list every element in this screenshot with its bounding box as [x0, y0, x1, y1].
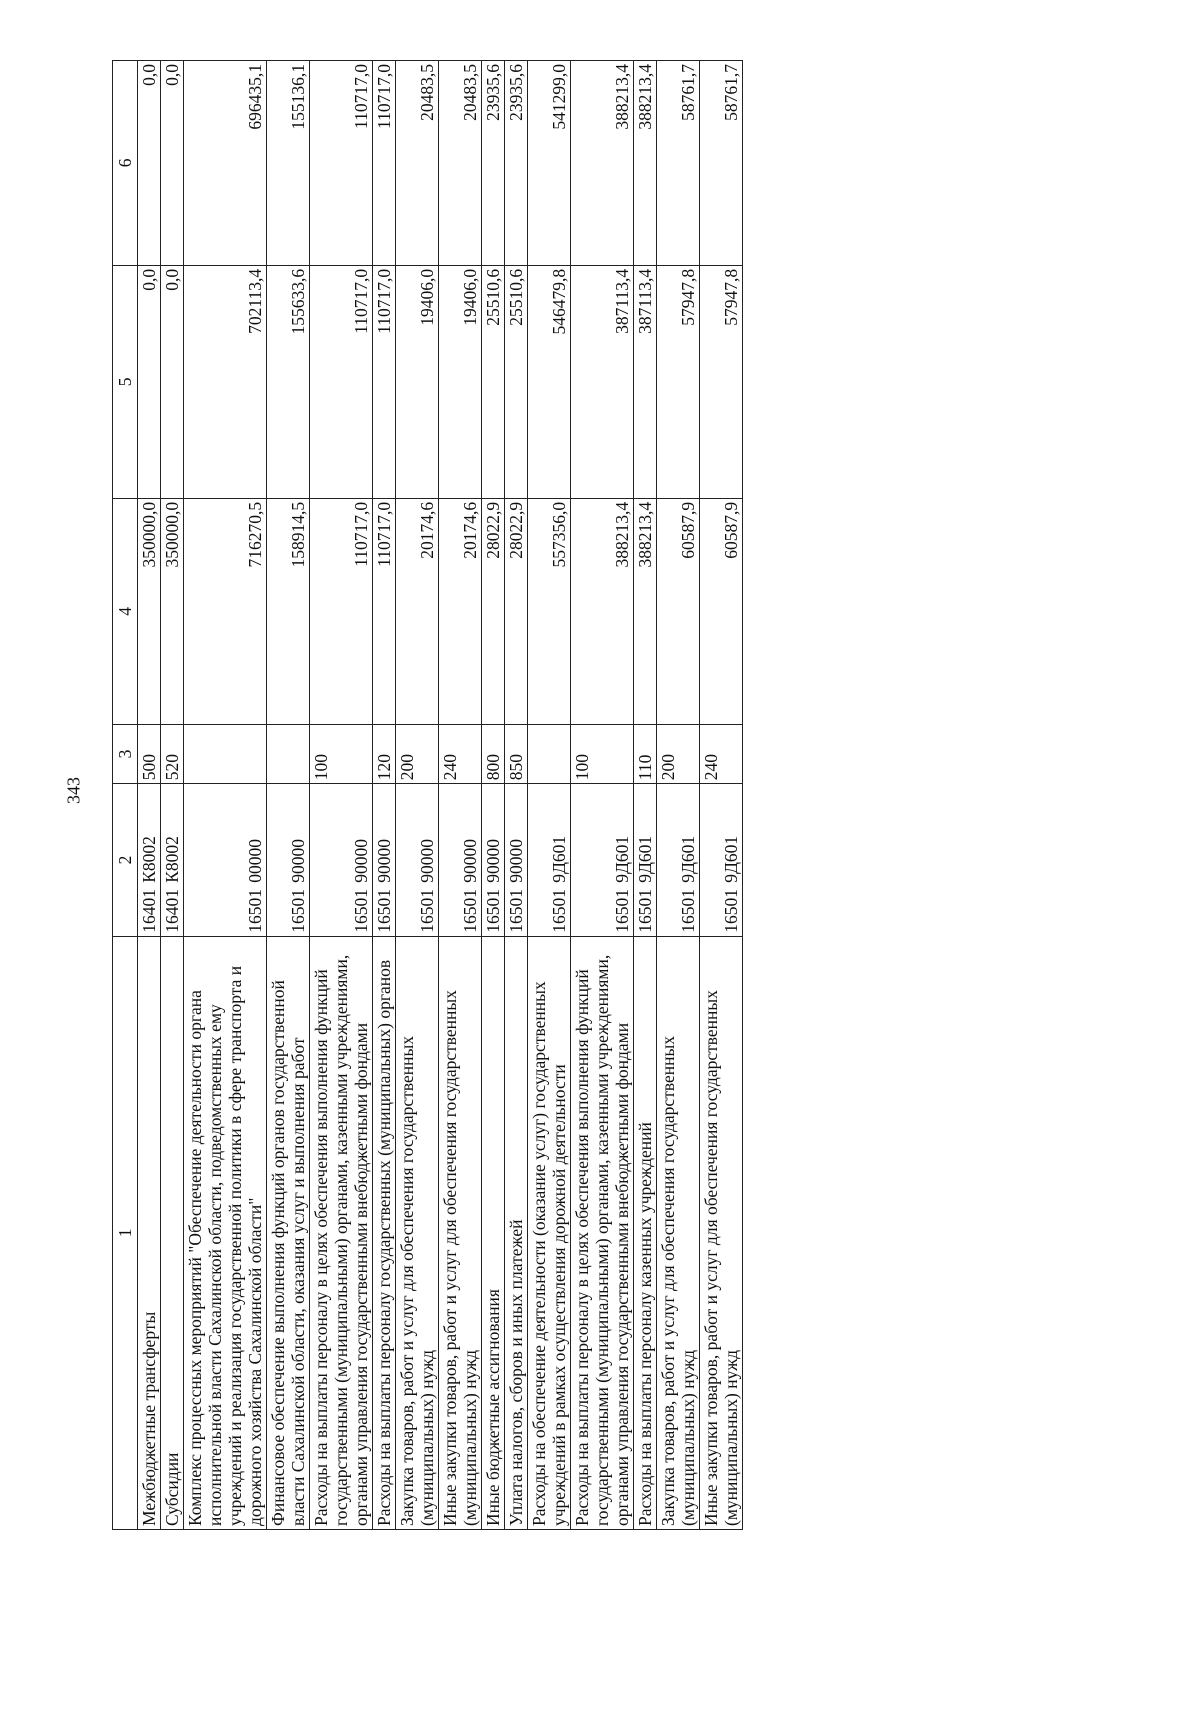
row-value-col6-cell: 0,0	[138, 61, 161, 266]
program-code: 16501	[374, 889, 394, 933]
row-value-col4-cell: 60587,9	[657, 498, 700, 724]
program-code: 16501	[417, 889, 437, 933]
direction-code: 9Д601	[678, 835, 698, 883]
row-value-col6-cell: 110717,0	[373, 61, 396, 266]
row-value-col4-cell: 350000,0	[161, 498, 184, 724]
row-value-col6-cell: 110717,0	[310, 61, 373, 266]
row-code-cell	[657, 784, 700, 937]
direction-code: 9Д601	[612, 835, 632, 883]
row-code-cell	[439, 784, 482, 937]
row-expense-type-cell: 120	[373, 724, 396, 783]
row-name-cell: Уплата налогов, сборов и иных платежей	[505, 936, 528, 1529]
row-code-cell	[634, 784, 657, 937]
direction-code: 90000	[460, 839, 480, 883]
row-value-col6-cell: 388213,4	[571, 61, 634, 266]
table-row	[571, 61, 634, 1530]
row-name-cell: Иные закупки товаров, работ и услуг для обеспечения государственных (муниципальных) нужд	[700, 936, 743, 1529]
table-row	[657, 61, 700, 1530]
row-value-col4-cell: 350000,0	[138, 498, 161, 724]
header-col-1: 1	[113, 936, 138, 1529]
row-value-col5-cell: 702113,4	[184, 265, 267, 498]
table-row	[396, 61, 439, 1530]
row-value-col6-cell: 23935,6	[505, 61, 528, 266]
row-value-col4-cell: 388213,4	[571, 498, 634, 724]
program-code: 16401	[139, 889, 159, 933]
table-row	[528, 61, 571, 1530]
table-row	[505, 61, 528, 1530]
row-expense-type-cell: 100	[310, 724, 373, 783]
row-name-cell: Закупка товаров, работ и услуг для обеспечения государственных (муниципальных) нужд	[396, 936, 439, 1529]
table-row	[439, 61, 482, 1530]
program-code: 16501	[635, 889, 655, 933]
header-col-2: 2	[113, 784, 138, 937]
direction-code: 90000	[351, 839, 371, 883]
program-code: 16501	[483, 889, 503, 933]
direction-code: 90000	[417, 839, 437, 883]
table-body	[138, 61, 743, 1530]
row-code-cell	[396, 784, 439, 937]
row-value-col4-cell: 60587,9	[700, 498, 743, 724]
row-code-cell	[571, 784, 634, 937]
row-value-col5-cell: 387113,4	[571, 265, 634, 498]
program-code: 16501	[721, 889, 741, 933]
row-value-col4-cell: 20174,6	[439, 498, 482, 724]
row-expense-type-cell: 520	[161, 724, 184, 783]
row-code-cell	[310, 784, 373, 937]
table-row	[373, 61, 396, 1530]
row-value-col4-cell: 158914,5	[267, 498, 310, 724]
table-row	[138, 61, 161, 1530]
row-value-col5-cell: 25510,6	[482, 265, 505, 498]
row-value-col5-cell: 25510,6	[505, 265, 528, 498]
header-col-3: 3	[113, 724, 138, 783]
row-expense-type-cell: 240	[439, 724, 482, 783]
row-code-cell	[373, 784, 396, 937]
row-value-col6-cell: 23935,6	[482, 61, 505, 266]
program-code: 16401	[162, 889, 182, 933]
row-name-cell: Иные закупки товаров, работ и услуг для обеспечения государственных (муниципальных) нужд	[439, 936, 482, 1529]
row-value-col6-cell: 155136,1	[267, 61, 310, 266]
table-row	[700, 61, 743, 1530]
direction-code: 90000	[483, 839, 503, 883]
row-code-cell	[505, 784, 528, 937]
table-row	[161, 61, 184, 1530]
row-value-col6-cell: 58761,7	[700, 61, 743, 266]
row-expense-type-cell: 240	[700, 724, 743, 783]
row-value-col5-cell: 155633,6	[267, 265, 310, 498]
row-value-col6-cell: 20483,5	[396, 61, 439, 266]
row-name-cell: Финансовое обеспечение выполнения функций органов государственной власти Сахалинской области, оказания услуг и выполнения работ	[267, 936, 310, 1529]
row-name-cell: Закупка товаров, работ и услуг для обеспечения государственных (муниципальных) нужд	[657, 936, 700, 1529]
row-code-cell	[482, 784, 505, 937]
row-expense-type-cell: 110	[634, 724, 657, 783]
program-code: 16501	[245, 889, 265, 933]
row-value-col5-cell: 546479,8	[528, 265, 571, 498]
direction-code: 9Д601	[721, 835, 741, 883]
row-value-col4-cell: 28022,9	[505, 498, 528, 724]
direction-code: 90000	[288, 839, 308, 883]
row-code-cell	[161, 784, 184, 937]
row-value-col4-cell: 388213,4	[634, 498, 657, 724]
row-value-col5-cell: 19406,0	[396, 265, 439, 498]
row-value-col5-cell: 387113,4	[634, 265, 657, 498]
program-code: 16501	[288, 889, 308, 933]
program-code: 16501	[460, 889, 480, 933]
direction-code: 90000	[506, 839, 526, 883]
table-row	[267, 61, 310, 1530]
row-value-col6-cell: 20483,5	[439, 61, 482, 266]
program-code: 16501	[549, 889, 569, 933]
header-row	[113, 61, 138, 1530]
row-expense-type-cell: 200	[657, 724, 700, 783]
row-value-col4-cell: 716270,5	[184, 498, 267, 724]
row-value-col6-cell: 58761,7	[657, 61, 700, 266]
row-name-cell: Расходы на выплаты персоналу казенных учреждений	[634, 936, 657, 1529]
row-code-cell	[138, 784, 161, 937]
row-value-col6-cell: 696435,1	[184, 61, 267, 266]
direction-code: 9Д601	[635, 835, 655, 883]
page-number: 343	[63, 777, 84, 804]
row-name-cell: Субсидии	[161, 936, 184, 1529]
row-value-col5-cell: 19406,0	[439, 265, 482, 498]
row-expense-type-cell	[267, 724, 310, 783]
direction-code: К8002	[139, 836, 159, 883]
row-code-cell	[267, 784, 310, 937]
row-value-col6-cell: 388213,4	[634, 61, 657, 266]
row-value-col6-cell: 541299,0	[528, 61, 571, 266]
table-row	[482, 61, 505, 1530]
row-value-col5-cell: 110717,0	[310, 265, 373, 498]
row-code-cell	[528, 784, 571, 937]
row-name-cell: Расходы на обеспечение деятельности (оказание услуг) государственных учреждений в рамках осуществления дорожной деятельности	[528, 936, 571, 1529]
row-value-col5-cell: 57947,8	[657, 265, 700, 498]
row-name-cell: Расходы на выплаты персоналу государственных (муниципальных) органов	[373, 936, 396, 1529]
direction-code: К8002	[162, 836, 182, 883]
row-expense-type-cell: 850	[505, 724, 528, 783]
row-value-col4-cell: 20174,6	[396, 498, 439, 724]
direction-code: 00000	[245, 839, 265, 883]
direction-code: 90000	[374, 839, 394, 883]
row-value-col4-cell: 557356,0	[528, 498, 571, 724]
row-expense-type-cell	[184, 724, 267, 783]
row-expense-type-cell: 800	[482, 724, 505, 783]
program-code: 16501	[351, 889, 371, 933]
row-value-col5-cell: 0,0	[138, 265, 161, 498]
direction-code: 9Д601	[549, 835, 569, 883]
header-col-4: 4	[113, 498, 138, 724]
row-name-cell: Расходы на выплаты персоналу в целях обеспечения выполнения функций государственными (муниципальными) органами, казенными учреждениями, органами управления государственными внебюджетными фондами	[571, 936, 634, 1529]
row-name-cell: Комплекс процессных мероприятий "Обеспечение деятельности органа исполнительной власти Сахалинской области, подведомственных ему учреждений и реализация государственной политики в сфере транспорта и дорожного хозяйства Сахалинской области"	[184, 936, 267, 1529]
row-value-col4-cell: 110717,0	[310, 498, 373, 724]
header-col-5: 5	[113, 265, 138, 498]
row-value-col6-cell: 0,0	[161, 61, 184, 266]
header-col-6: 6	[113, 61, 138, 266]
row-code-cell	[184, 784, 267, 937]
row-value-col5-cell: 0,0	[161, 265, 184, 498]
row-value-col5-cell: 110717,0	[373, 265, 396, 498]
table-row	[310, 61, 373, 1530]
row-code-cell	[700, 784, 743, 937]
budget-table-container	[112, 60, 1147, 1530]
row-expense-type-cell: 100	[571, 724, 634, 783]
table-row	[634, 61, 657, 1530]
row-value-col5-cell: 57947,8	[700, 265, 743, 498]
table-row	[184, 61, 267, 1530]
program-code: 16501	[678, 889, 698, 933]
row-name-cell: Иные бюджетные ассигнования	[482, 936, 505, 1529]
program-code: 16501	[506, 889, 526, 933]
row-value-col4-cell: 110717,0	[373, 498, 396, 724]
row-expense-type-cell: 200	[396, 724, 439, 783]
program-code: 16501	[612, 889, 632, 933]
row-expense-type-cell	[528, 724, 571, 783]
row-name-cell: Расходы на выплаты персоналу в целях обеспечения выполнения функций государственными (муниципальными) органами, казенными учреждениями, органами управления государственными внебюджетными фондами	[310, 936, 373, 1529]
budget-table	[112, 60, 743, 1530]
row-value-col4-cell: 28022,9	[482, 498, 505, 724]
row-expense-type-cell: 500	[138, 724, 161, 783]
row-name-cell: Межбюджетные трансферты	[138, 936, 161, 1529]
